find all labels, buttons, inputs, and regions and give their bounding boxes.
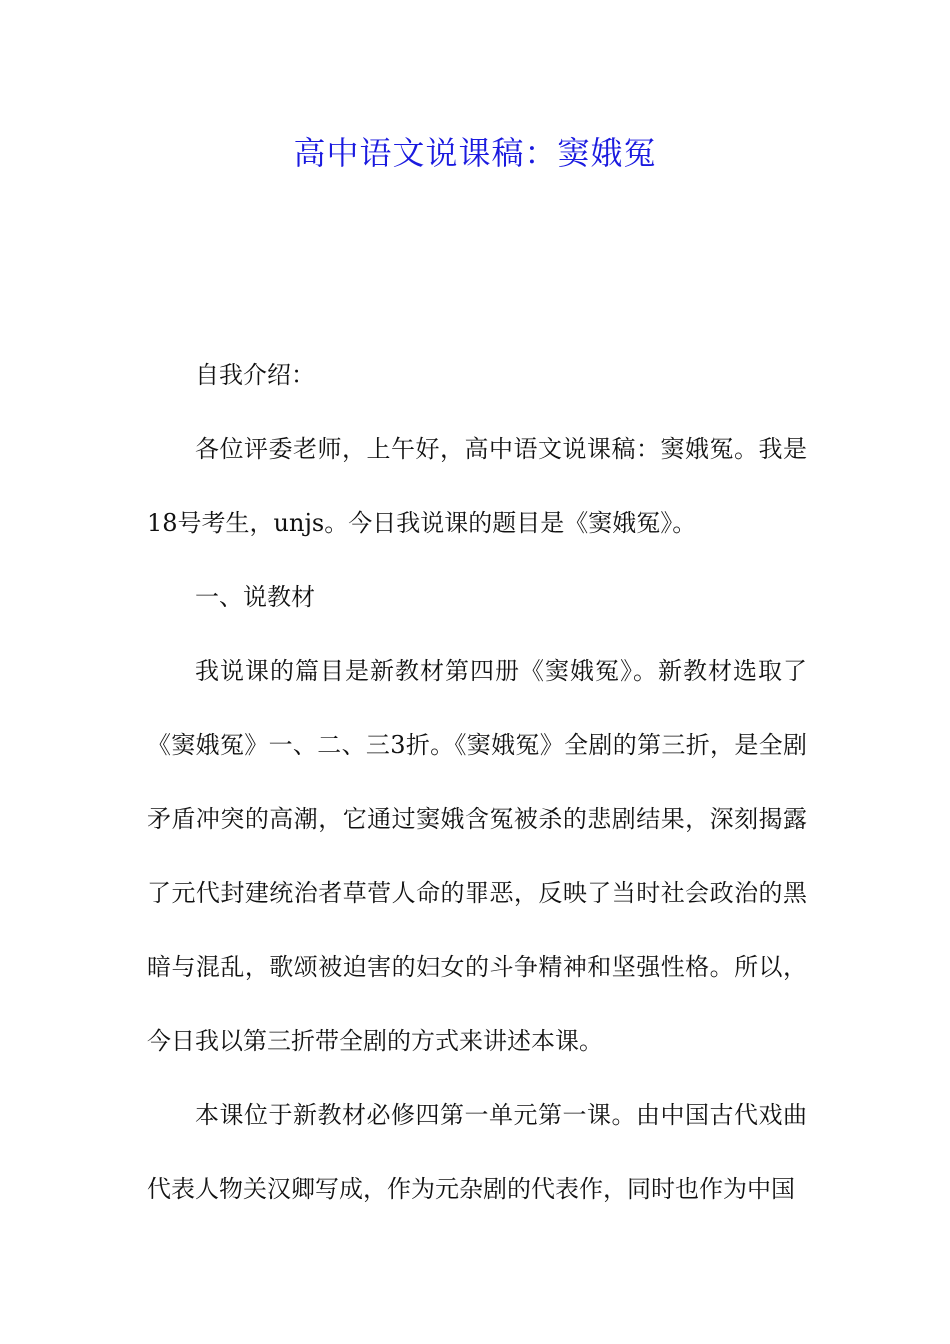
paragraph-greeting: 各位评委老师，上午好，高中语文说课稿：窦娥冤。我是18号考生，unjs。今日我说课的题目是《窦娥冤》。: [147, 435, 807, 537]
paragraph-section-heading: 一、说教材: [195, 583, 315, 611]
document-body: [147, 338, 807, 1226]
paragraph-textbook-description: 我说课的篇目是新教材第四册《窦娥冤》。新教材选取了《窦娥冤》一、二、三3折。《窦娥冤》全剧的第三折，是全剧矛盾冲突的高潮，它通过窦娥含冤被杀的悲剧结果，深刻揭露了元代封建统治者草菅人命的罪恶，反映了当时社会政治的黑暗与混乱，歌颂被迫害的妇女的斗争精神和坚强性格。所以，今日我以第三折带全剧的方式来讲述本课。: [147, 657, 807, 1055]
document-title: 高中语文说课稿：窦娥冤: [293, 134, 657, 172]
paragraph-self-intro-heading: 自我介绍：: [195, 361, 315, 389]
paragraph-lesson-position: 本课位于新教材必修四第一单元第一课。由中国古代戏曲代表人物关汉卿写成，作为元杂剧的代表作，同时也作为中国: [147, 1101, 807, 1203]
